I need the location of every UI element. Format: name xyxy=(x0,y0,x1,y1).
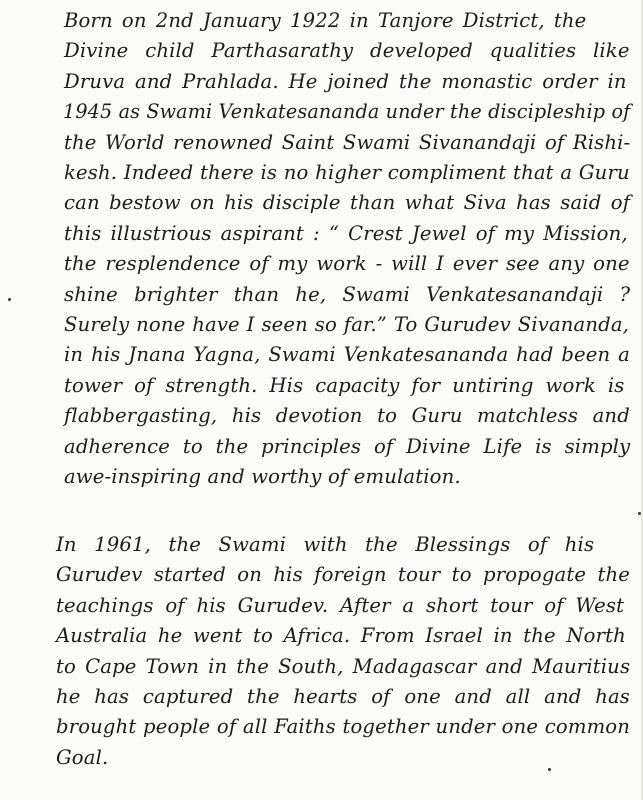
text-line: shine brighter than he, Swami Venkatesanandaji ? xyxy=(64,282,631,306)
text-line: tower of strength. His capacity for untiring work is xyxy=(64,373,625,397)
text-line: In 1961, the Swami with the Blessings of his xyxy=(56,533,595,556)
scan-speck xyxy=(548,768,551,771)
text-line: Goal. xyxy=(56,745,109,769)
text-line: in his Jnana Yagna, Swami Venkatesananda had been a xyxy=(64,343,630,367)
text-line: Divine child Parthasarathy developed qualities like xyxy=(64,39,630,63)
text-line: this illustrious aspirant : “ Crest Jewel of my Mission, xyxy=(64,221,628,245)
paragraph-biography xyxy=(20,6,630,493)
paragraph-foreign-tour xyxy=(20,530,630,773)
text-line: adherence to the principles of Divine Life is simply xyxy=(64,434,631,458)
text-line: can bestow on his disciple than what Siva has said of xyxy=(64,191,631,215)
text-line: brought people of all Faiths together under one common xyxy=(56,715,631,739)
text-line: the World renowned Saint Swami Sivanandaji of Rishi- xyxy=(64,130,631,154)
text-line: to Cape Town in the South, Madagascar and Mauritius xyxy=(56,654,631,678)
scan-speck xyxy=(638,512,641,515)
text-line: awe-inspiring and worthy of emulation. xyxy=(64,465,461,489)
text-line: he has captured the hearts of one and all and has xyxy=(56,685,630,709)
text-line: the resplendence of my work - will I ever see any one xyxy=(64,252,630,276)
text-line: Gurudev started on his foreign tour to propogate the xyxy=(56,563,631,587)
scan-speck xyxy=(8,298,11,301)
text-line: teachings of his Gurudev. After a short tour of West xyxy=(56,593,625,617)
text-line: Australia he went to Africa. From Israel in the North xyxy=(56,624,626,648)
text-line: kesh. Indeed there is no higher compliment that a Guru xyxy=(64,161,630,185)
text-line: Surely none have I seen so far.” To Gurudev Sivananda, xyxy=(64,313,630,337)
text-line: flabbergasting, his devotion to Guru matchless and xyxy=(64,404,630,428)
text-line: Druva and Prahlada. He joined the monastic order in xyxy=(64,69,627,93)
text-line: Born on 2nd January 1922 in Tanjore District, the xyxy=(64,9,587,32)
text-line: 1945 as Swami Venkatesananda under the discipleship of xyxy=(63,100,631,124)
